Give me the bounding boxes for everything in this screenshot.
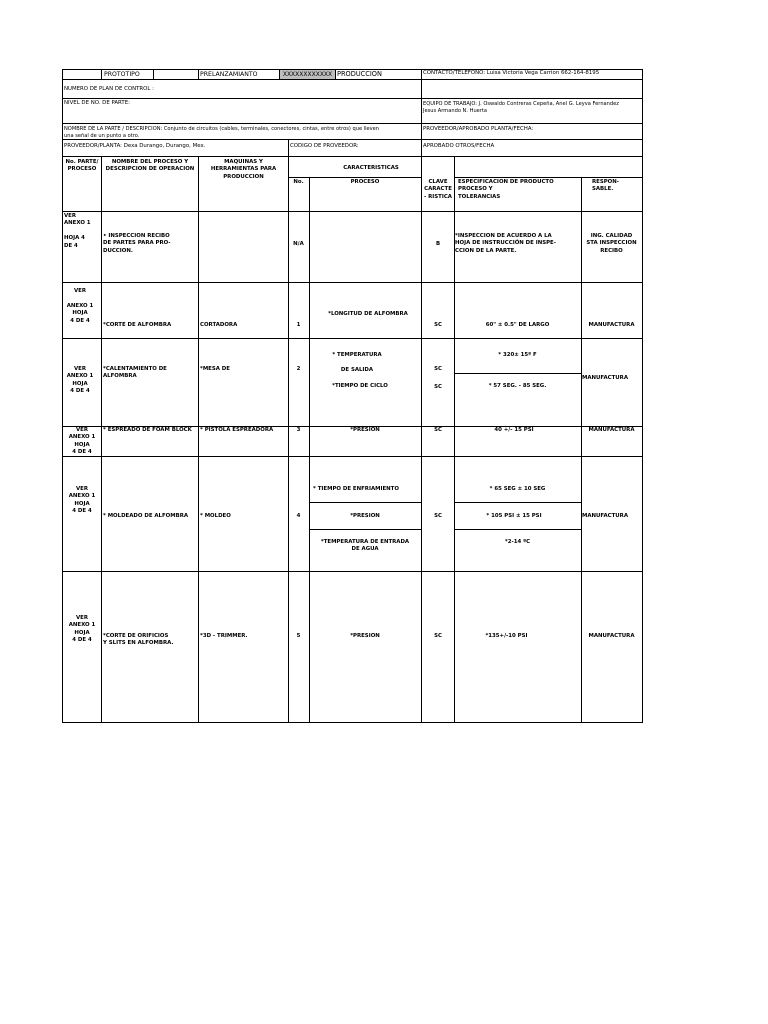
row3-no: 2 bbox=[296, 366, 301, 372]
row5-proceso-presion: *PRESION bbox=[350, 513, 380, 519]
grid-line bbox=[62, 722, 642, 723]
row4-nombre: * ESPREADO DE FOAM BLOCK bbox=[103, 427, 192, 433]
supplier-plant: PROVEEDOR/PLANTA: Dexa Durango, Durango, Mex. bbox=[64, 143, 206, 149]
row6-proceso: *PRESION bbox=[350, 633, 380, 639]
row4-no: 3 bbox=[296, 427, 301, 433]
row5-ref: VER ANEXO 1 HOJA 4 DE 4 bbox=[68, 486, 96, 515]
grid-line bbox=[454, 529, 581, 530]
grid-line bbox=[198, 69, 199, 80]
row1-ref: VER ANEXO 1 HOJA 4 DE 4 bbox=[64, 213, 91, 249]
row4-maquina: * PISTOLA ESPREADORA bbox=[200, 427, 274, 433]
prelanzamiento-label: PRELANZAMIANTO bbox=[200, 71, 258, 78]
row2-proceso: *LONGITUD DE ALFOMBRA bbox=[328, 311, 408, 317]
row3-proceso-tiempo: *TIEMPO DE CICLO bbox=[332, 383, 388, 389]
col-especificacion: ESPECIFICACION DE PRODUCTO PROCESO Y TOLERANCIAS bbox=[458, 179, 554, 200]
row2-clave: SC bbox=[434, 322, 442, 328]
row5-nombre: * MOLDEADO DE ALFOMBRA bbox=[103, 513, 189, 519]
row5-proceso-enfriamiento: * TIEMPO DE ENFRIAMIENTO bbox=[313, 486, 399, 492]
row2-responsable: MANUFACTURA bbox=[588, 322, 635, 328]
row4-responsable: MANUFACTURA bbox=[588, 427, 635, 433]
col-no: No. bbox=[293, 179, 304, 185]
col-maquinas: MAQUINAS Y HERRAMIENTAS PARA PRODUCCION bbox=[210, 159, 277, 180]
grid-line bbox=[309, 502, 421, 503]
row6-responsable: MANUFACTURA bbox=[588, 633, 635, 639]
selected-stage-mark: XXXXXXXXXXXX bbox=[279, 69, 336, 80]
row3-clave-1: SC bbox=[434, 366, 442, 372]
prototipo-label: PROTOTIPO bbox=[104, 71, 140, 78]
row3-responsable: MANUFACTURA bbox=[582, 375, 628, 381]
row6-no: 5 bbox=[296, 633, 301, 639]
row5-clave: SC bbox=[434, 513, 442, 519]
col-proceso: PROCESO bbox=[350, 179, 380, 185]
row3-clave-2: SC bbox=[434, 384, 442, 390]
row2-nombre: *CORTE DE ALFOMBRA bbox=[103, 322, 172, 328]
row4-especificacion: 40 +/- 15 PSI bbox=[494, 427, 534, 433]
row3-nombre: *CALENTAMIENTO DE ALFOMBRA bbox=[103, 366, 167, 380]
grid-line bbox=[288, 139, 289, 157]
row4-clave: SC bbox=[434, 427, 442, 433]
grid-line bbox=[62, 79, 642, 80]
row5-proceso-temperatura-agua: *TEMPERATURA DE ENTRADA DE AGUA bbox=[320, 539, 410, 553]
grid-line bbox=[454, 177, 642, 178]
grid-line bbox=[288, 177, 421, 178]
grid-line bbox=[62, 211, 642, 212]
row5-maquina: * MOLDEO bbox=[200, 513, 231, 519]
grid-line bbox=[581, 177, 582, 723]
row2-ref: VER ANEXO 1 HOJA 4 DE 4 bbox=[66, 288, 94, 324]
row3-proceso-temperatura: * TEMPERATURA DE SALIDA bbox=[332, 352, 382, 373]
row2-especificacion: 60" ± 0.5" DE LARGO bbox=[485, 322, 550, 328]
grid-line bbox=[309, 529, 421, 530]
row6-clave: SC bbox=[434, 633, 442, 639]
contact-phone: CONTACTO/TELEFONO: Luisa Victoria Vega Carrion 662-164-8195 bbox=[423, 70, 600, 76]
col-caracteristicas: CARACTERISTICAS bbox=[343, 165, 399, 171]
grid-line bbox=[309, 177, 310, 723]
grid-line bbox=[454, 502, 581, 503]
row6-ref: VER ANEXO 1 HOJA 4 DE 4 bbox=[68, 615, 96, 644]
row1-especificacion: *INSPECCION DE ACUERDO A LA HOJA DE INSTRUCCIÓN DE INSPE- CCION DE LA PARTE. bbox=[455, 233, 556, 254]
row5-no: 4 bbox=[296, 513, 301, 519]
grid-line bbox=[153, 69, 154, 80]
grid-line bbox=[62, 98, 642, 99]
row3-maquina: *MESA DE bbox=[200, 366, 230, 372]
col-clave: CLAVE CARACTE - RISTICA bbox=[424, 179, 452, 200]
row3-ref: VER ANEXO 1 HOJA 4 DE 4 bbox=[66, 366, 94, 395]
row5-especificacion-3: *2-14 ºC bbox=[504, 539, 531, 545]
row2-maquina: CORTADORA bbox=[200, 322, 238, 328]
col-responsable: RESPON- SABLE. bbox=[592, 179, 619, 193]
row3-especificacion-1: * 320± 15º F bbox=[498, 352, 537, 358]
grid-line bbox=[62, 571, 642, 572]
row1-nombre: • INSPECCION RECIBO DE PARTES PARA PRO- DUCCION. bbox=[103, 233, 171, 254]
grid-line bbox=[454, 373, 581, 374]
row5-responsable: MANUFACTURA bbox=[582, 513, 628, 519]
produccion-label: PRODUCCION bbox=[337, 70, 382, 78]
grid-line bbox=[642, 69, 643, 723]
col-no-parte: No. PARTE/ PROCESO bbox=[65, 159, 99, 173]
approved-others: APROBADO OTROS/FECHA bbox=[423, 143, 495, 149]
part-number-level: NIVEL DE NO. DE PARTE: bbox=[64, 100, 130, 106]
col-nombre-proceso: NOMBRE DEL PROCESO Y DESCRIPCION DE OPERACION bbox=[105, 159, 195, 173]
grid-line bbox=[101, 69, 102, 80]
row6-especificacion: *135+/-10 PSI bbox=[485, 633, 528, 639]
part-name-description: NOMBRE DE LA PARTE / DESCRIPCION: Conjunto de circuitos (cables, terminales, conectores, cintas, entre otros) que lleven una señal de un punto a otro. bbox=[64, 126, 380, 139]
grid-line bbox=[421, 69, 422, 157]
grid-line bbox=[62, 282, 642, 283]
work-team: EQUIPO DE TRABAJO: J. Oswaldo Contreras Cepeña, Anel G. Leyva Fernandez Jesus Armando N. Huerta bbox=[423, 101, 619, 114]
row2-no: 1 bbox=[296, 322, 301, 328]
grid-line bbox=[62, 338, 642, 339]
row5-especificacion-2: * 105 PSI ± 15 PSI bbox=[486, 513, 542, 519]
control-plan-number: NUMERO DE PLAN DE CONTROL : bbox=[64, 86, 154, 92]
row4-ref: VER ANEXO 1 HOJA 4 DE 4 bbox=[68, 427, 96, 456]
supplier-code: CODIGO DE PROVEEDOR: bbox=[290, 143, 359, 149]
row1-clave: B bbox=[435, 241, 441, 247]
row6-maquina: *3D - TRIMMER. bbox=[200, 633, 248, 639]
row1-responsable: ING. CALIDAD STA INSPECCION RECIBO bbox=[586, 233, 637, 254]
grid-line bbox=[62, 123, 642, 124]
row1-no: N/A bbox=[293, 241, 304, 247]
row6-nombre: *CORTE DE ORIFICIOS Y SLITS EN ALFOMBRA. bbox=[103, 633, 174, 647]
row5-especificacion-1: * 65 SEG ± 10 SEG bbox=[489, 486, 546, 492]
grid-line bbox=[62, 456, 642, 457]
row4-proceso: *PRESION bbox=[350, 427, 380, 433]
grid-line bbox=[62, 156, 642, 157]
supplier-approved-plant: PROVEEDOR/APROBADO PLANTA/FECHA: bbox=[423, 126, 534, 132]
row3-especificacion-2: * 57 SEG. - 85 SEG. bbox=[488, 383, 547, 389]
